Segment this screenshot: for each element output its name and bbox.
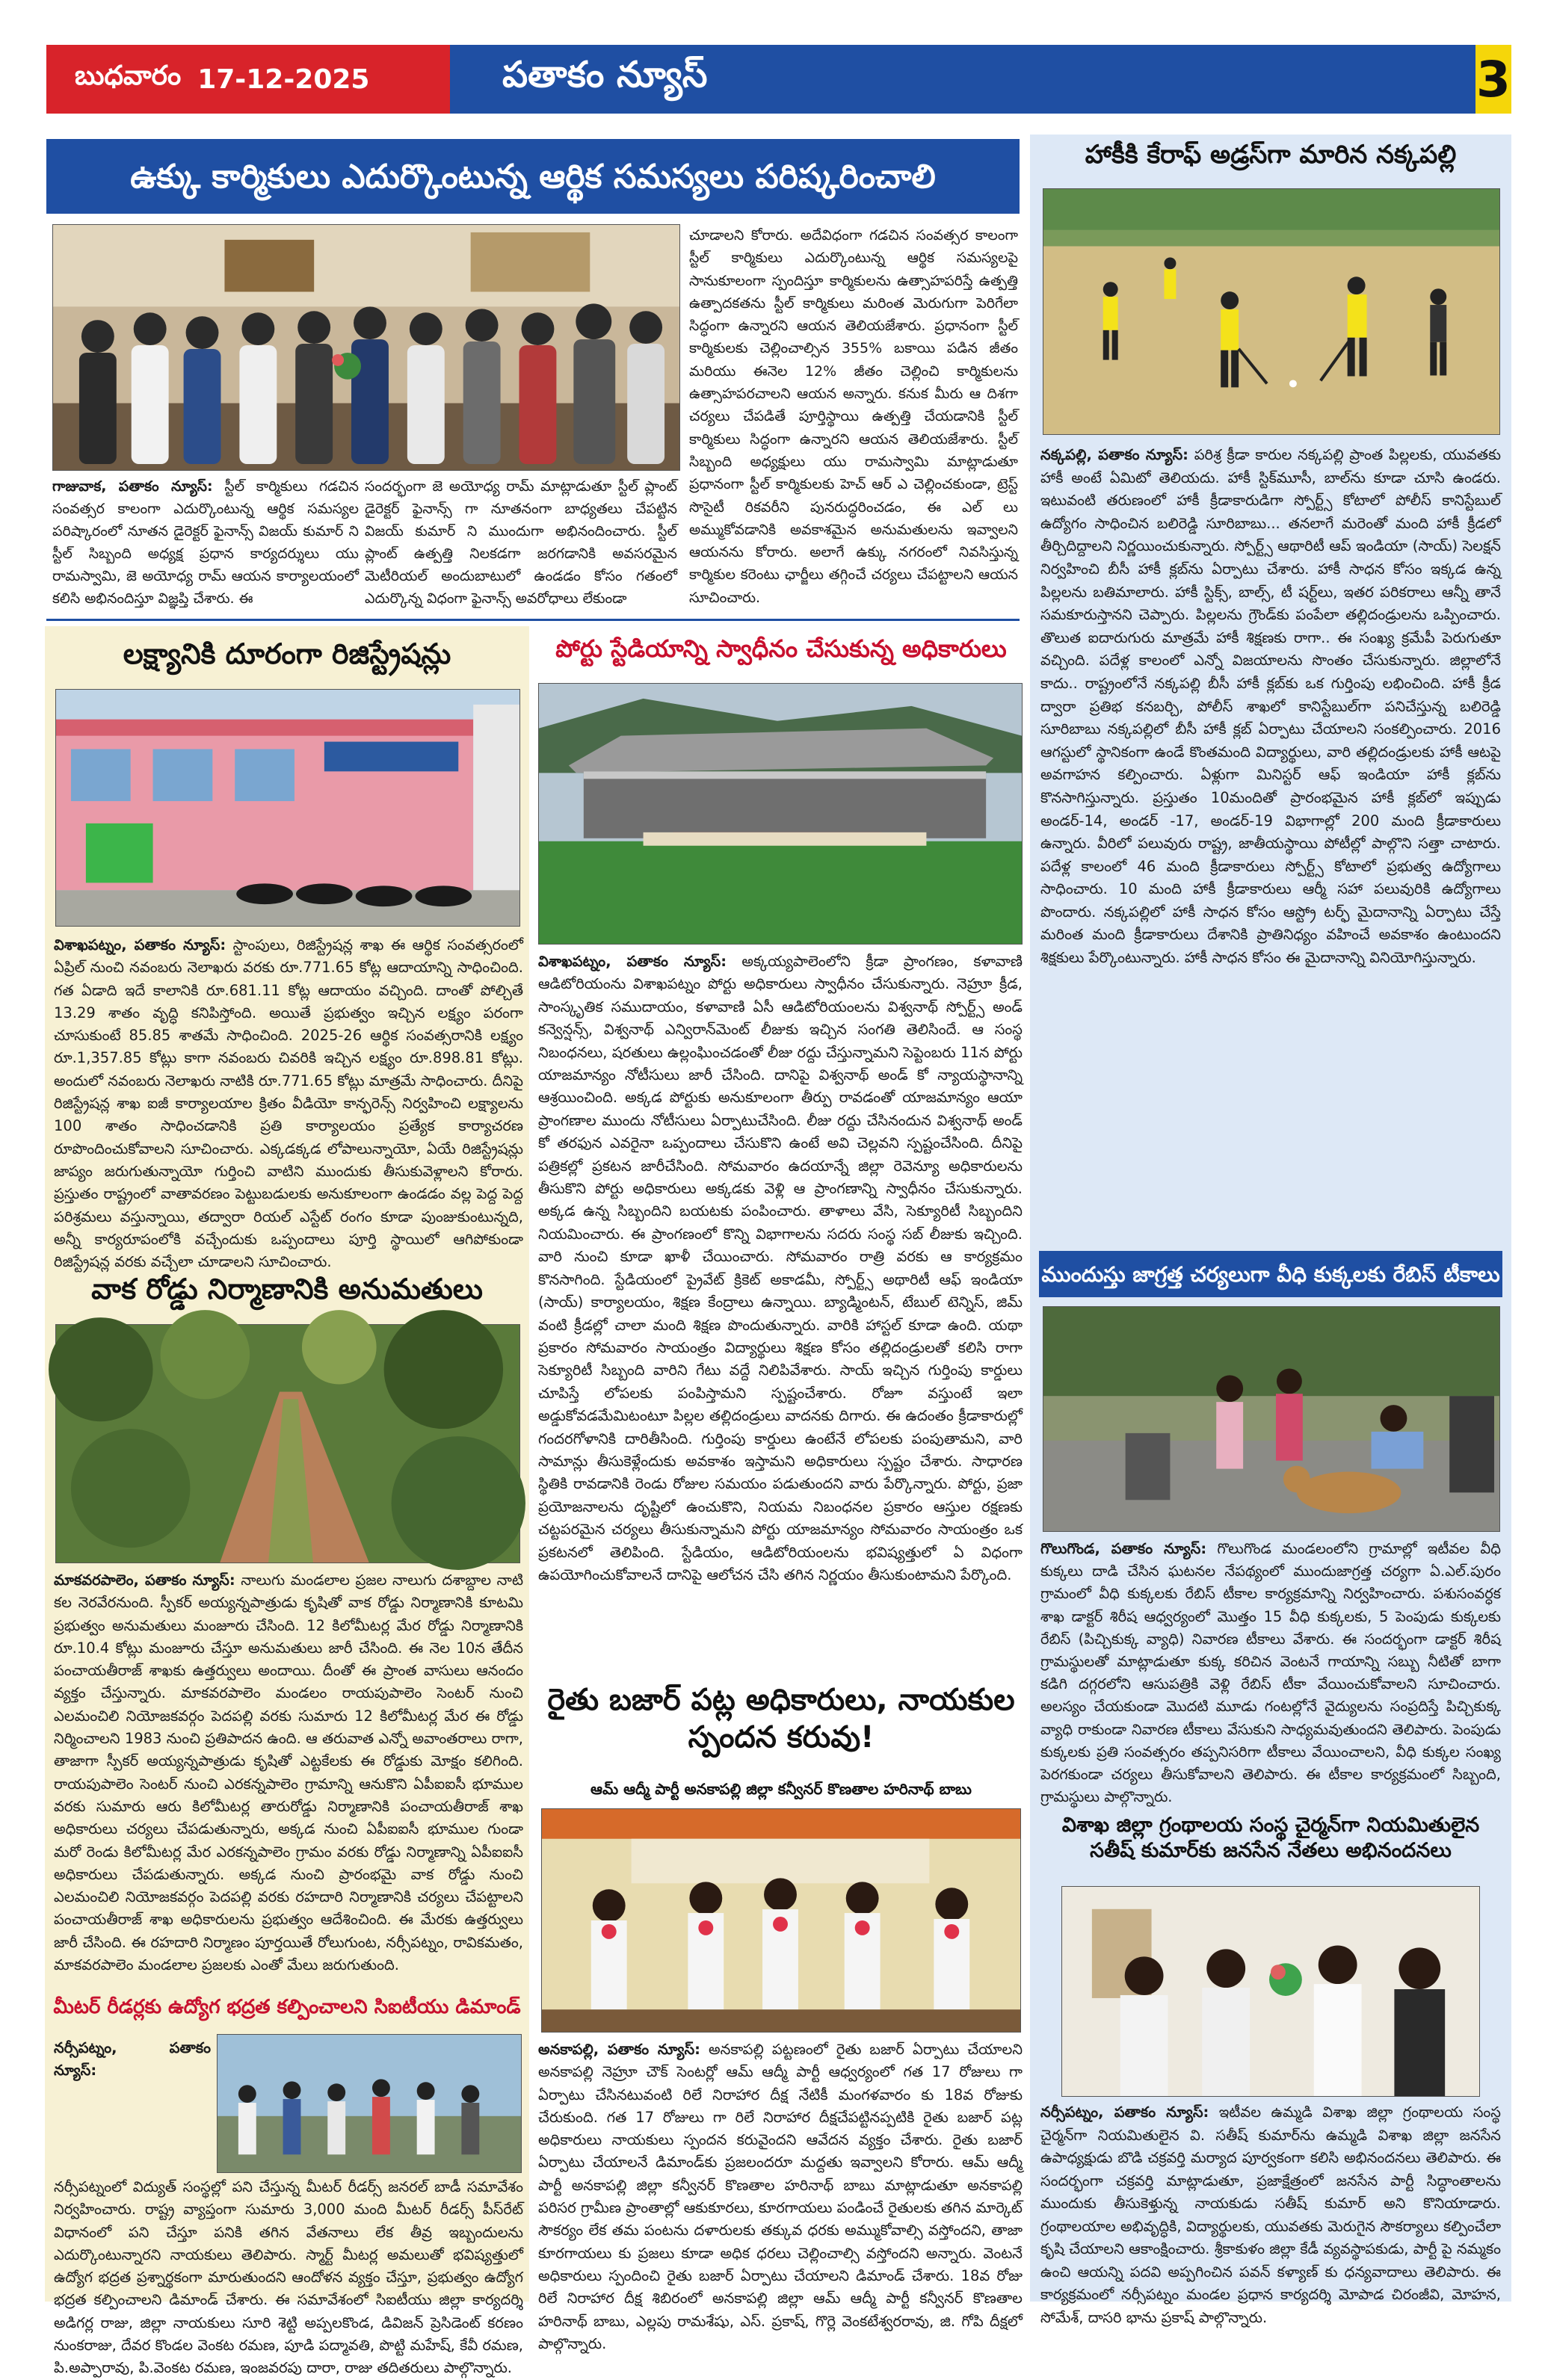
steel-col1-text: స్టీల్ కార్మికులు గడచిన సంవత్సర కాలంగా ఎదుర్కొంటున్న ఆర్థిక సమస్యల పరిష్కారంలో నూతన డైరెక్టర్ ఫైనాన్స్ విజయ్ కుమార్ ని స్టీల్ సిబ్బంది అధ్యక్ష ప్రధాన కార్యదర్శులు యు రామస్వామి, జె అయోధ్య రామ్ ఆయన కార్యాలయంలో కలిసి అభినందిస్తూ విజ్ఞప్తి చేశారు. ఈ: [52, 478, 360, 607]
steel-col3: చూడాలని కోరారు. అదేవిధంగా గడచిన సంవత్సర కాలంగా స్టీల్ కార్మికులు ఎదుర్కొంటున్న ఆర్థిక సమస్యలపై సానుకూలంగా స్పందిస్తూ కార్మికులను ఉత్సాహపరిస్తే ఉత్పత్తి ఉత్పాదకతను స్టీల్ కార్మికులు మరింత మెరుగుగా పెరిగేలా సిద్ధంగా ఉన్నారని ఆయన తెలియజేశారు. ప్రధానంగా స్టీల్ కార్మికులకు చెల్లించాల్సిన 355% బకాయి పడిన జీతం మరియు ఈనెల 12% జీతం చెల్లించి కార్మికులను ఉత్సాహపరచాలని ఆయన అన్నారు. కనుక మీరు ఆ దిశగా చర్యలు చేపడితే పూర్తిస్థాయి ఉత్పత్తి చేయడానికి స్టీల్ కార్మికులు సిద్ధంగా ఉన్నారని ఆయన తెలియజేశారు. స్టీల్ సిబ్బంది అధ్యక్షులు యు రామస్వామి మాట్లాడుతూ ప్రధానంగా స్టీల్ కార్మికులకు హెచ్ ఆర్ ఎ చెల్లించకుండా, ట్రెస్ట్ సొసైటీ రికవరీని పునరుద్ధరించడం, ఈ ఎల్ లు అమ్ముకోవడానికి అవకాశమైన అనుమతులను ఇవ్వాలని ఆయనను కోరారు. అలాగే ఉక్కు నగరంలో నివసిస్తున్న కార్మికుల కరెంటు ఛార్జీలు తగ్గించే చర్యలు చేపట్టాలని ఆయన సూచించారు.: [689, 227, 1018, 606]
rythu-photo: [541, 1808, 1021, 2033]
rythu-byline: ఆమ్ ఆద్మీ పార్టీ అనకాపల్లి జిల్లా కన్వీనర్ కొణతాల హరినాథ్ బాబు: [590, 1780, 972, 1798]
meter-photo: [217, 2034, 522, 2173]
meter-body: నర్సీపట్నంలో విద్యుత్ సంస్థల్లో పని చేస్తున్న మీటర్ రీడర్స్ జనరల్ బాడీ సమావేశం నిర్వహించారు. రాష్ట్ర వ్యాప్తంగా సుమారు 3,000 మంది మీటర్ రీడర్స్ పీస్‌రేట్ విధానంలో పని చేస్తూ పనికి తగిన వేతనాలు లేక తీవ్ర ఇబ్బందులను ఎదుర్కొంటున్నారని నాయకులు తెలిపారు. స్మార్ట్ మీటర్ల అమలుతో భవిష్యత్తులో ఉద్యోగ భద్రత ప్రశ్నార్థకంగా మారుతుందని ఆందోళన వ్యక్తం చేస్తూ, ప్రభుత్వం ఉద్యోగ భద్రత కల్పించాలని డిమాండ్ చేశారు. ఈ సమావేశంలో సిఐటీయు జిల్లా కార్యదర్శి అడిగర్ల రాజు, జిల్లా నాయకులు సూరి శెట్టి అప్పలకొండ, డివిజన్ ప్రెసిడెంట్ కరణం నుంకరాజు, దేవర కొండల వెంకట రమణ, పూడి పద్మావతి, పొట్టి మహేష్, కేవీ రమణ, పి.అప్పారావు, పి.వెంకట రమణ, ఇంజవరపు దారా, రాజు తదితరులు పాల్గొన్నారు.: [54, 2178, 523, 2377]
meter-headline: మీటర్ రీడర్లకు ఉద్యోగ భద్రత కల్పించాలని సిఐటీయు డిమాండ్: [53, 1996, 521, 2018]
road-photo: [55, 1324, 520, 1563]
steel-photo: [52, 224, 680, 471]
stadium-photo: [538, 683, 1023, 945]
road-article: [54, 1569, 523, 1989]
weekday: బుధవారం: [75, 61, 182, 91]
rythu-body: అనకాపల్లి పట్టణంలో రైతు బజార్ ఏర్పాటు చేయాలని అనకాపల్లి నెహ్రూ చౌక్ సెంటర్లో ఆమ్ ఆద్మీ పార్టీ ఆధ్వర్యంలో గత 17 రోజులు గా ఏర్పాటు చేసినటువంటి రిలే నిరాహార దీక్ష నేటికీ మంగళవారం కు 18వ రోజుకు చేరుకుంది. గత 17 రోజులు గా రిలే నిరాహార దీక్షచేపట్టినప్పటికి రైతు బజార్ పట్ల అధికారులు నాయకులు స్పందన కరువైందని ఆవేదన వ్యక్తం చేశారు. రైతు బజార్ ఏర్పాటు చేయాలనే డిమాండ్‌కు ప్రజలందరూ మద్దతు ఇవ్వాలని కోరారు. ఆమ్ ఆద్మీ పార్టీ అనకాపల్లి జిల్లా కన్వీనర్ కొణతాల హరినాథ్ బాబు మాట్లాడుతూ అనకాపల్లి పరిసర గ్రామీణ ప్రాంతాల్లో ఆకుకూరలు, కూరగాయలు పండించే రైతులకు తగిన మార్కెట్ సౌకర్యం లేక తమ పంటను దళారులకు తక్కువ ధరకు అమ్ముకోవాల్సి వస్తోందని, తాజా కూరగాయలు కు ప్రజలు కూడా అధిక ధరలు చెల్లించాల్సి వస్తోందని అన్నారు. వెంటనే అధికారులు స్పందించి రైతు బజార్ ఏర్పాటు చేయాలని డిమాండ్ చేశారు. 18వ రోజు రిలే నిరాహార దీక్ష శిబిరంలో అనకాపల్లి జిల్లా ఆమ్ ఆద్మీ పార్టీ కన్వీనర్ కొణతాల హరినాథ్ బాబు, ఎల్లపు రామశేషు, ఎస్. ప్రకాష్, గొర్లె వెంకటేశ్వరరావు, జి. గోపి దీక్షలో పాల్గొన్నారు.: [538, 2041, 1023, 2352]
registrations-headline: లక్ష్యానికి దూరంగా రిజిస్ట్రేషన్లు: [123, 637, 451, 670]
meter-dateline: నర్సీపట్నం,: [54, 2039, 117, 2056]
rythu-article: [538, 2039, 1023, 2352]
hockey-body: పరిశ్ర క్రీడా కారుల నక్కపల్లి ప్రాంత పిల్లలకు, యువతకు హాకీ అంటే ఏమిటో తెలియదు. హాకీ స్టిక్‌మూసీ, బాల్‌ను కూడా చూసి ఉండరు. ఇటువంటి తరుణంలో హాకీ క్రీడాకారుడిగా స్పోర్ట్స్ కోటాలో పోలీస్ కానిస్టేబుల్ ఉద్యోగం సాధించిన బలిరెడ్డి సూరిబాబు... తనలాగే మరెంతో మంది హాకీ క్రీడలో తీర్చిదిద్దాలని నిర్ణయించుకున్నారు. స్పోర్ట్స్ ఆథారిటీ ఆప్ ఇండియా (సాయ్) సెలక్షన్ నిర్వహించి బీసీ హాకీ క్లబ్‌ను ఏర్పాటు చేశారు. హాకీ సాధన కోసం ఇక్కడ ఉన్న పిల్లలను బతిమాలారు. హాకీ స్టిక్స్, బాల్స్, టీ షర్ట్‌లు, ఇతర పరికరాలు ఆన్నీ తానే సమకూరుస్తానని చెప్పారు. పిల్లలను గ్రౌండ్‌కు పంపేలా తల్లిదండ్రులను ఒప్పించారు. తొలుత ఐదారుగురు మాత్రమే హాకీ శిక్షణకు రాగా.. ఈ సంఖ్య క్రమేపీ పెరుగుతూ వచ్చింది. పదేళ్ల కాలంలో ఎన్నో విజయాలను సొంతం చేసుకున్నారు. జిల్లాలోనే కాదు.. రాష్ట్రంలోనే నక్కపల్లి బీసీ హాకీ క్లబ్‌కు ఒక గుర్తింపు లభించింది. హాకీ క్రీడ ద్వారా ప్రతిభ కనబర్చి, పోలీస్ శాఖలో కానిస్టేబుల్‌గా పనిచేస్తున్న బలిరెడ్డి సూరిబాబు నక్కపల్లిలో బీసీ హాకీ క్లబ్ ఏర్పాటు చేయాలని సంకల్పించారు. 2016 ఆగస్టులో స్థానికంగా ఉండే కొంతమంది విద్యార్థులు, వారి తల్లిదండ్రులకు హాకీ ఆటపై అవగాహన కల్పించారు. ఏళ్లుగా మినిస్టర్ ఆఫ్ ఇండియా హాకీ క్లబ్‌ను కొనసాగిస్తున్నారు. ప్రస్తుతం 10మందితో ప్రారంభమైన హాకీ క్లబ్‌లో ఇప్పుడు అండర్-14, అండర్ -17, అండర్-19 విభాగాల్లో 200 మంది క్రీడాకారులు ఉన్నారు. వీరిలో పలువురు రాష్ట్ర, జాతీయస్థాయి పోటీల్లో పాల్గొని సత్తా చాటారు. పదేళ్ల కాలంలో 46 మంది క్రీడాకారులు స్పోర్ట్స్ కోటాలో ప్రభుత్వ ఉద్యోగాలు సాధించారు. 10 మంది హాకీ క్రీడాకారులు ఆర్మీ సహా పలువురికి ఉద్యోగాలు పొందారు. నక్కపల్లిలో హాకీ సాధన కోసం ఆస్ట్రో టర్ఫ్ మైదానాన్ని ఏర్పాటు చేస్తే మరింత మంది క్రీడాకారులు దేశానికి ప్రాతినిధ్యం వహించే అవకాశం ఉంటుందని శిక్షకులు పేర్కొంటున్నారు. హాకీ సాధన కోసం ఈ మైదానాన్ని వినియోగిస్తున్నారు.: [1040, 446, 1502, 967]
rythu-headline: రైతు బజార్ పట్ల అధికారులు, నాయకుల స్పందన కరువు!: [547, 1683, 1015, 1755]
library-article: [1040, 2101, 1501, 2326]
road-headline: వాక రోడ్డు నిర్మాణానికి అనుమతులు: [91, 1273, 483, 1305]
date-bar: [46, 45, 450, 114]
registrations-dateline: విశాఖపట్నం, పతాకం న్యూస్:: [54, 936, 226, 953]
stadium-dateline: విశాఖపట్నం, పతాకం న్యూస్:: [538, 953, 727, 970]
paper-name: పతాకం న్యూస్: [450, 45, 1475, 114]
masthead: [46, 45, 1511, 114]
dogs-article: [1040, 1538, 1501, 1807]
library-body: ఇటీవల ఉమ్మడి విశాఖ జిల్లా గ్రంథాలయ సంస్థ చైర్మన్‌గా నియమితులైన వి. సతీష్ కుమార్‌ను ఉమ్మడి విశాఖ జిల్లా జనసేన ఉపాధ్యక్షుడు బొడి చక్రవర్తి మర్యాద పూర్వకంగా కలిసి అభినందనలు తెలిపారు. ఈ సందర్భంగా చక్రవర్తి మాట్లాడుతూ, ప్రజాక్షేత్రంలో జనసేన పార్టీ సిద్ధాంతాలను ముందుకు తీసుకెళ్తున్న నాయకుడు సతీష్ కుమార్ అని కొనియాడారు. గ్రంథాలయాల అభివృద్ధికి, విద్యార్థులకు, యువతకు మెరుగైన సౌకర్యాలు కల్పించేలా కృషి చేయాలని ఆకాంక్షించారు. శ్రీకాకుళం జిల్లా కేడీ వ్యవస్థాపకుడు, పార్టీ పై నమ్మకం ఉంచి ఆయన్ని పదవి అప్పగించిన పవన్ కళ్యాణ్ కు ధన్యవాదాలు తెలిపారు. ఈ కార్యక్రమంలో నర్సీపట్నం మండల ప్రధాన కార్యదర్శి మోపాడ చిరంజీవి, మోహన, సోమేశ్, దాసరి భాను ప్రకాష్ పాల్గొన్నారు.: [1040, 2104, 1501, 2326]
steel-col1: [52, 475, 359, 613]
library-dateline: నర్సీపట్నం, పతాకం న్యూస్:: [1040, 2104, 1209, 2121]
hockey-article: [1040, 444, 1501, 1245]
hockey-headline: హాకీకి కేరాఫ్ అడ్రస్‌గా మారిన నక్కపల్లి: [1085, 140, 1457, 170]
meter-lead: [54, 2037, 211, 2134]
steel-headline: ఉక్కు కార్మికులు ఎదుర్కొంటున్న ఆర్థిక సమస్యలు పరిష్కరించాలి: [46, 139, 1020, 214]
road-dateline: మాకవరపాలెం, పతాకం న్యూస్:: [54, 1571, 235, 1589]
steel-dateline: గాజువాక, పతాకం న్యూస్:: [52, 478, 213, 495]
dogs-dateline: గొలుగొండ, పతాకం న్యూస్:: [1040, 1540, 1207, 1557]
road-body: నాలుగు మండలాల ప్రజల నాలుగు దశాబ్దాల నాటి కల నెరవేరనుంది. స్పీకర్ అయ్యన్నపాత్రుడు కృషితో వాక రోడ్డు నిర్మాణానికి కూటమి ప్రభుత్వం అనుమతులు మంజూరు చేసింది. 12 కిలోమీటర్ల మేర రోడ్డు నిర్మాణానికి రూ.10.4 కోట్లు మంజూరు చేస్తూ అనుమతులు జారీ చేసింది. ఈ నెల 10న తేదీన పంచాయతీరాజ్ శాఖకు ఉత్తర్వులు అందాయి. దీంతో ఈ ప్రాంత వాసులు ఆనందం వ్యక్తం చేస్తున్నారు. మాకవరపాలెం మండలం రాయపుపాలెం సెంటర్ నుంచి ఎలమంచిలి నియోజకవర్గం పెదపల్లి వరకు సుమారు 12 కిలోమీటర్ల మేర ఈ రోడ్డు నిర్మించాలని 1983 నుంచి ప్రతిపాదన ఉంది. ఆ తరువాత ఎన్నో అవాంతరాలు రాగా, తాజాగా స్పీకర్ అయ్యన్నపాత్రుడు కృషితో ఎట్టకేలకు ఈ రోడ్డుకు మోక్షం కలిగింది. రాయపుపాలెం సెంటర్ నుంచి ఎరకన్నపాలెం గ్రామాన్ని ఆనుకొని ఏపీఐఐసీ భూముల వరకు సుమారు ఆరు కిలోమీటర్ల తారురోడ్డు నిర్మాణానికి పంచాయతీరాజ్ శాఖ అధికారులు చర్యలు చేపడుతున్నారు, అక్కడ నుంచి ఏపీఐఐసీ భూముల గుండా మరో రెండు కిలోమీటర్ల మేర ఎరకన్నపాలెం గ్రామం వరకు రోడ్డు నిర్మాణాన్ని ఏపీఐఐసీ అధికారులు చేపడుతున్నారు. అక్కడ నుంచి ప్రారంభమై వాక రోడ్డు నుంచి ఎలమంచిలి నియోజకవర్గం పెదపల్లి వరకు రహదారి నిర్మాణానికి చర్యలు చేపట్టాలని పంచాయతీరాజ్ శాఖ అధికారులను ప్రభుత్వం ఆదేశించింది. ఈ మేరకు ఉత్తర్వులు జారీ చేసింది. ఈ రహదారి నిర్మాణం పూర్తయితే రోలుగుంట, నర్సీపట్నం, రావికమతం, మాకవరపాలెం మండలాల ప్రజలకు ఎంతో మేలు జరుగుతుంది.: [54, 1571, 524, 1974]
registrations-body: స్టాంపులు, రిజిస్ట్రేషన్ల శాఖ ఈ ఆర్థిక సంవత్సరంలో ఏప్రిల్ నుంచి నవంబరు నెలాఖరు వరకు రూ.771.65 కోట్ల ఆదాయాన్ని సాధించింది. గత ఏడాది ఇదే కాలానికి రూ.681.11 కోట్ల ఆదాయం వచ్చింది. దాంతో పోల్చితే 13.29 శాతం వృద్ధి కనిపిస్తోంది. అయితే ప్రభుత్వం ఇచ్చిన లక్ష్యం పరంగా చూసుకుంటే 85.85 శాతమే సాధించింది. 2025-26 ఆర్థిక సంవత్సరానికి లక్ష్యం రూ.1,357.85 కోట్లు కాగా నవంబరు చివరికి ఇచ్చిన లక్ష్యం రూ.898.81 కోట్లు. అందులో నవంబరు నెలాఖరు నాటికి రూ.771.65 కోట్లు మాత్రమే సాధించారు. దీనిపై రిజిస్ట్రేషన్ల శాఖ ఐజీ కార్యాలయాల క్రితం వీడియో కాన్ఫరెన్స్ నిర్వహించి లక్ష్యాలను 100 శాతం సాధించడానికి ప్రతి కార్యాలయం ప్రత్యేక కార్యాచరణ రూపొందించుకోవాలని సూచించారు. ఎక్కడక్కడ లోపాలున్నాయో, ఏయే రిజిస్ట్రేషన్లు జాప్యం జరుగుతున్నాయో గుర్తించి వాటిని ముందుకు తీసుకువెళ్లాలని కోరారు. ప్రస్తుతం రాష్ట్రంలో వాతావరణం పెట్టుబడులకు అనుకూలంగా ఉండడం వల్ల పెద్ద పెద్ద పరిశ్రమలు వస్తున్నాయి, తద్వారా రియల్ ఎస్టేట్ రంగం కూడా పుంజుకుంటున్నది, అన్నీ కార్యరూపంలోకి వచ్చేందుకు ఒప్పందాలు పూర్తి స్థాయిలో ఆగిపోకుండా రిజిస్ట్రేషన్ల వరకు వచ్చేలా చూడాలని సూచించారు.: [54, 936, 523, 1271]
section-rule: [46, 619, 1020, 621]
stadium-headline: పోర్టు స్టేడియాన్ని స్వాధీనం చేసుకున్న అధికారులు: [555, 634, 1007, 663]
hockey-dateline: నక్కపల్లి, పతాకం న్యూస్:: [1040, 446, 1188, 463]
page-number: 3: [1475, 45, 1511, 114]
issue-date: 17-12-2025: [197, 64, 370, 95]
rythu-dateline: అనకాపల్లి, పతాకం న్యూస్:: [538, 2041, 700, 2058]
registrations-photo: [55, 689, 520, 927]
stadium-body: అక్కయ్యపాలెంలోని క్రీడా ప్రాంగణం, కళావాణి ఆడిటోరియంను విశాఖపట్నం పోర్టు అధికారులు స్వాధీనం చేసుకున్నారు. నెహ్రూ క్రీడ, సాంస్కృతిక సముదాయం, కళావాణి ఏసీ ఆడిటోరియంలను విశ్వనాథ్ స్పోర్ట్స్ అండ్ కన్వెన్షన్స్, విశ్వనాథ్ ఎన్విరాన్‌మెంట్ లీజుకు ఇచ్చిన సంగతి తెలిసిందే. ఆ సంస్థ నిబంధనలు, షరతులు ఉల్లంఘించడంతో లీజు రద్దు చేస్తున్నామని సెప్టెంబరు 11న పోర్టు యాజమాన్యం నోటీసులు జారీ చేసింది. దానిపై విశ్వనాథ్ అండ్ కో న్యాయస్థానాన్ని ఆశ్రయించింది. అక్కడ పోర్టుకు అనుకూలంగా తీర్పు రావడంతో యాజమాన్యం ఆయా ప్రాంగణాల ముందు నోటీసులు ఏర్పాటుచేసింది. లీజు రద్దు చేసినందున విశ్వనాథ్ అండ్ కో తరఫున ఎవరైనా ఒప్పందాలు చేసుకొని ఉంటే అవి చెల్లవని స్పష్టంచేసింది. దీనిపై పత్రికల్లో ప్రకటన జారీచేసింది. సోమవారం ఉదయాన్నే జిల్లా రెవెన్యూ అధికారులను తీసుకొని పోర్టు అధికారులు అక్కడకు వెళ్లి ఆ ప్రాంగణాన్ని స్వాధీనం చేసుకున్నారు. అక్కడ ఉన్న సిబ్బందిని బయటకు పంపించారు. తాళాలు వేసి, సెక్యూరిటీ సిబ్బందిని నియమించారు. ఈ ప్రాంగణంలో కొన్ని విభాగాలను సదరు సంస్థ సబ్ లీజుకు ఇచ్చింది. వారి నుంచి కూడా ఖాళీ చేయించారు. సోమవారం రాత్రి వరకు ఆ కార్యక్రమం కొనసాగింది. స్టేడియంలో ప్రైవేట్ క్రికెట్ అకాడమీ, స్పోర్ట్స్ అథారిటీ ఆఫ్ ఇండియా (సాయ్) కార్యాలయం, శిక్షణ కేంద్రాలు ఉన్నాయి. బ్యాడ్మింటన్, టేబుల్ టెన్నిస్, జిమ్ వంటి క్రీడల్లో చాలా మంది శిక్షణ పొందుతున్నారు. వారికి హాస్టల్ కూడా ఉంది. యథా ప్రకారం సోమవారం సాయంత్రం విద్యార్థులు శిక్షణ కోసం తల్లిదండ్రులతో కలిసి రాగా సెక్యూరిటీ సిబ్బంది వారిని గేటు వద్దే నిలిపివేశారు. సాయ్ ఇచ్చిన గుర్తింపు కార్డులు చూపిస్తే లోపలకు పంపిస్తామని స్పష్టంచేశారు. రోజూ వస్తుంటే ఇలా అడ్డుకోవడమేమిటంటూ పిల్లల తల్లిదండ్రులు వాదనకు దిగారు. ఈ ఉదంతం క్రీడాకారుల్లో గందరగోళానికి దారితీసింది. గుర్తింపు కార్డులు ఉంటేనే లోపలకు పంపుతామని, వారి సామాన్లు తీసుకెళ్లేందుకు అవకాశం ఇస్తామని అధికారులు స్పష్టం చేశారు. సాధారణ స్థితికి రావడానికి రెండు రోజుల సమయం పడుతుందని వారు పేర్కొన్నారు. పోర్టు, ప్రజా ప్రయోజనాలను దృష్టిలో ఉంచుకొని, నియమ నిబంధనల ప్రకారం ఆస్తుల రక్షణకు చట్టపరమైన చర్యలు తీసుకున్నామని పోర్టు యాజమాన్యం సోమవారం సాయంత్రం ఒక ప్రకటనలో తెలిపింది. స్టేడియం, ఆడిటోరియంలను భవిష్యత్తులో ఏ విధంగా ఉపయోగించుకోవాలనే దానిపై ఆలోచన చేసి తగిన నిర్ణయం తీసుకుంటామని పేర్కొంది.: [538, 953, 1023, 1583]
meter-byline: పతాకం న్యూస్:: [54, 2039, 211, 2080]
steel-col2: సందర్భంగా జె అయోధ్య రామ్ మాట్లాడుతూ స్టీల్ ప్లాంట్ డైరెక్టర్ ఫైనాన్స్ గా నూతనంగా బాధ్యతలు చేపట్టిన విజయ్ కుమార్ ని ముందుగా అభినందించారు. స్టీల్ ప్లాంట్ ఉత్పత్తి నిలకడగా జరగడానికి అవసరమైన మెటీరియల్ అందుబాటులో ఉండడం కోసం గతంలో ఎదుర్కొన్న విధంగా ఫైనాన్స్ అవరోధాలు లేకుండా: [365, 478, 677, 607]
registrations-article: [54, 934, 523, 1271]
library-headline: విశాఖ జిల్లా గ్రంథాలయ సంస్థ చైర్మన్‌గా నియమితులైన సతీష్ కుమార్‌కు జనసేన నేతలు అభినందనలు: [1061, 1814, 1480, 1862]
stadium-article: [538, 951, 1023, 1678]
hockey-photo: [1043, 188, 1500, 435]
dogs-headline: ముందుస్తు జాగ్రత్త చర్యలుగా వీధి కుక్కలకు రేబిస్ టీకాలు: [1039, 1251, 1502, 1297]
library-photo: [1061, 1886, 1480, 2097]
dogs-photo: [1043, 1306, 1500, 1532]
dogs-body: గొలుగొండ మండలంలోని గ్రామాల్లో ఇటీవల వీధి కుక్కలు దాడి చేసిన ఘటనల నేపథ్యంలో ముందుజాగ్రత్త చర్యగా ఏ.ఎల్.పురం గ్రామంలో వీధి కుక్కలకు రేబిస్ టీకాల కార్యక్రమాన్ని నిర్వహించారు. పశుసంవర్ధక శాఖ డాక్టర్ శిరీష ఆధ్వర్యంలో మొత్తం 15 వీధి కుక్కలకు, 5 పెంపుడు కుక్కలకు రేబిస్ (పిచ్చికుక్క వ్యాధి) నివారణ టీకాలు వేశారు. ఈ సందర్భంగా డాక్టర్ శిరీష గ్రామస్థులతో మాట్లాడుతూ కుక్క కరిచిన వెంటనే గాయాన్ని సబ్బు నీటితో బాగా కడిగి దగ్గరలోని ఆసుపత్రికి వెళ్లి రేబిస్ టీకా వేయించుకోవాలని సూచించారు. అలస్యం చేయకుండా మొదటి మూడు గంటల్లోనే వైద్యులను సంప్రదిస్తే పిచ్చికుక్క వ్యాధి రాకుండా నివారణ టీకాలు వేసుకుని సాధ్యమవుతుందని తెలిపారు. పెంపుడు కుక్కలకు ప్రతి సంవత్సరం తప్పనిసరిగా టీకాలు వేయించాలని, వీధి కుక్కల సంఖ్య పెరగకుండా చర్యలు తీసుకోవాలని తెలిపారు. ఈ టీకాల కార్యక్రమంలో సిబ్బంది, గ్రామస్థులు పాల్గొన్నారు.: [1040, 1540, 1502, 1806]
